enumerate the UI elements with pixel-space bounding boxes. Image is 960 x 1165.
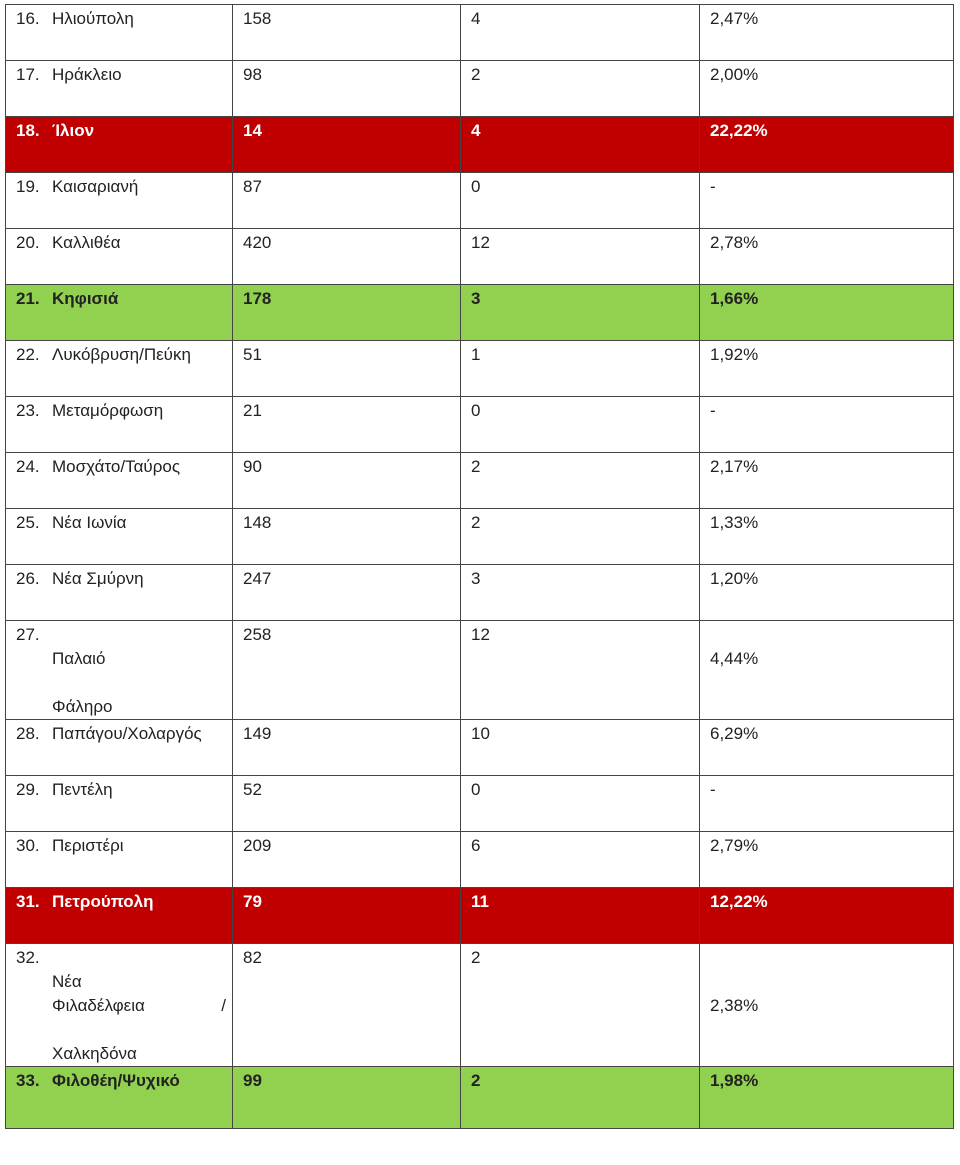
municipality-cell [6,720,233,776]
table-row [6,565,954,621]
percent-cell: 2,47% [700,5,954,61]
table-row [6,832,954,888]
row-number: 30. [16,836,40,855]
value1-cell: 87 [233,173,461,229]
value2-cell: 6 [461,832,700,888]
value1-cell: 14 [233,117,461,173]
value1-cell: 99 [233,1067,461,1129]
percent-cell: 2,00% [700,61,954,117]
value2-cell: 2 [461,509,700,565]
municipality-cell [6,888,233,944]
municipality-name: Πεντέλη [52,780,113,799]
row-number: 17. [16,65,40,84]
value1-cell: 247 [233,565,461,621]
row-number: 23. [16,401,40,420]
value2-cell: 3 [461,285,700,341]
municipality-name-line: Νέα [52,972,82,991]
table-row [6,341,954,397]
municipality-cell [6,944,233,1067]
municipality-name: Παπάγου/Χολαργός [52,724,202,743]
table-row [6,5,954,61]
municipality-name: Πετρούπολη [52,892,154,911]
percent-cell: 2,17% [700,453,954,509]
percent-cell: - [700,173,954,229]
percent-cell [700,944,954,1067]
municipality-name-block [16,946,226,1066]
value2-cell: 0 [461,776,700,832]
value1-cell: 149 [233,720,461,776]
municipality-name: Κηφισιά [52,289,119,308]
row-number: 19. [16,177,40,196]
municipality-name: Λυκόβρυση/Πεύκη [52,345,191,364]
municipality-name: Καλλιθέα [52,233,121,252]
municipality-name: Ηλιούπολη [52,9,134,28]
municipality-name: Νέα Ιωνία [52,513,127,532]
municipality-cell [6,453,233,509]
municipality-name: Καισαριανή [52,177,139,196]
row-number: 31. [16,892,40,911]
row-number: 29. [16,780,40,799]
value2-cell: 12 [461,621,700,720]
value1-cell: 82 [233,944,461,1067]
municipality-cell [6,61,233,117]
municipality-cell [6,173,233,229]
value1-cell: 209 [233,832,461,888]
municipality-name-line [52,994,226,1018]
municipality-cell [6,565,233,621]
row-number: 24. [16,457,40,476]
table-row [6,453,954,509]
row-number: 18. [16,121,40,140]
table-row-highlight-green [6,285,954,341]
table-row-highlight-green [6,1067,954,1129]
percent-cell: 1,33% [700,509,954,565]
percent-cell: 1,20% [700,565,954,621]
value1-cell: 51 [233,341,461,397]
value2-cell: 10 [461,720,700,776]
municipality-name: Μοσχάτο/Ταύρος [52,457,181,476]
row-number: 25. [16,513,40,532]
municipality-name-line: Παλαιό [52,649,106,668]
row-number: 20. [16,233,40,252]
value1-cell: 98 [233,61,461,117]
municipality-name: Φιλοθέη/Ψυχικό [52,1071,180,1090]
municipality-name-line: Φάληρο [52,697,113,716]
value1-cell: 79 [233,888,461,944]
municipality-name-block [16,623,226,719]
table-row [6,720,954,776]
value2-cell: 2 [461,1067,700,1129]
municipality-cell [6,341,233,397]
municipalities-table [5,4,954,1129]
municipality-name: Ηράκλειο [52,65,122,84]
table-row [6,61,954,117]
percent-cell: 2,79% [700,832,954,888]
value1-cell: 21 [233,397,461,453]
percent-cell: - [700,776,954,832]
table-row [6,509,954,565]
value1-cell: 90 [233,453,461,509]
value2-cell: 4 [461,117,700,173]
municipality-name: Ίλιον [52,121,95,140]
value2-cell: 2 [461,944,700,1067]
table-row [6,229,954,285]
municipality-name-line: Χαλκηδόνα [52,1044,137,1063]
table-row [6,944,954,1067]
percent-cell: 12,22% [700,888,954,944]
municipality-name [52,946,226,1066]
table-row-highlight-red [6,888,954,944]
municipality-cell [6,776,233,832]
percent-cell: - [700,397,954,453]
value1-cell: 158 [233,5,461,61]
percent-cell [700,621,954,720]
row-number: 27. [16,625,40,644]
value2-cell: 4 [461,5,700,61]
municipality-cell [6,397,233,453]
municipality-cell [6,5,233,61]
municipality-cell [6,832,233,888]
row-number: 32. [16,948,40,967]
percent-cell: 2,78% [700,229,954,285]
municipality-cell [6,1067,233,1129]
value2-cell: 2 [461,61,700,117]
municipality-name: Νέα Σμύρνη [52,569,144,588]
value2-cell: 0 [461,173,700,229]
percent-value: 4,44% [710,649,759,668]
percent-cell: 1,92% [700,341,954,397]
municipality-cell [6,285,233,341]
municipality-cell [6,621,233,720]
value2-cell: 3 [461,565,700,621]
value1-cell: 420 [233,229,461,285]
municipality-name [52,623,226,719]
municipality-cell [6,509,233,565]
municipality-name: Περιστέρι [52,836,124,855]
municipality-cell [6,229,233,285]
municipality-name-part: Φιλαδέλφεια [52,996,145,1015]
value2-cell: 11 [461,888,700,944]
table-row-highlight-red [6,117,954,173]
municipality-name-separator: / [221,996,226,1015]
percent-value: 2,38% [710,996,759,1015]
table-row [6,776,954,832]
value1-cell: 178 [233,285,461,341]
row-number: 33. [16,1071,40,1090]
percent-cell: 1,98% [700,1067,954,1129]
value1-cell: 52 [233,776,461,832]
percent-cell: 22,22% [700,117,954,173]
row-number: 26. [16,569,40,588]
value2-cell: 1 [461,341,700,397]
row-number: 21. [16,289,40,308]
table-row [6,173,954,229]
row-number: 22. [16,345,40,364]
row-number: 16. [16,9,40,28]
municipality-cell [6,117,233,173]
value1-cell: 148 [233,509,461,565]
row-number: 28. [16,724,40,743]
percent-cell: 6,29% [700,720,954,776]
percent-cell: 1,66% [700,285,954,341]
table-row [6,621,954,720]
value2-cell: 2 [461,453,700,509]
value2-cell: 0 [461,397,700,453]
value1-cell: 258 [233,621,461,720]
table-row [6,397,954,453]
municipality-name: Μεταμόρφωση [52,401,164,420]
value2-cell: 12 [461,229,700,285]
